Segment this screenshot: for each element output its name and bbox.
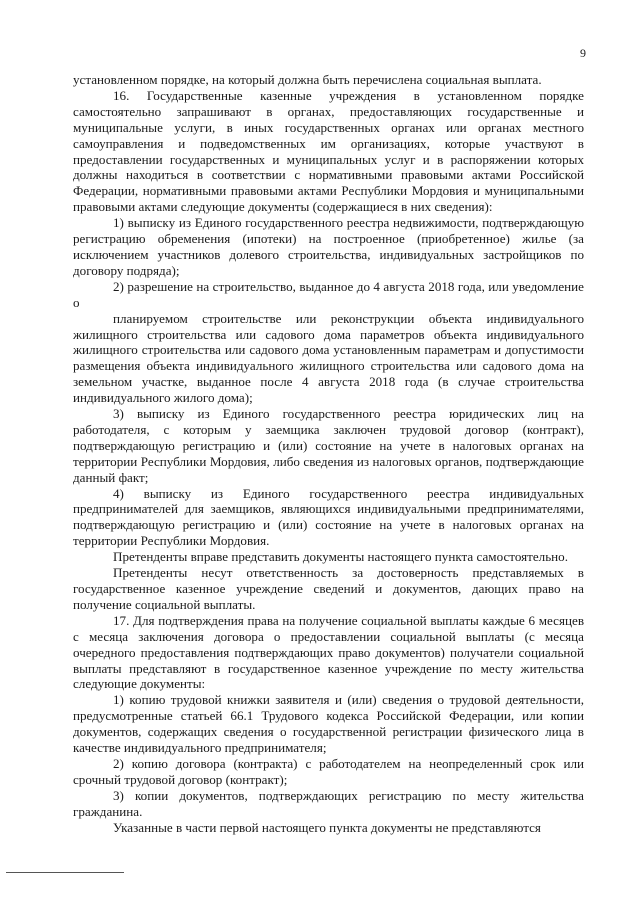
footer-rule (6, 872, 124, 873)
document-body (73, 72, 584, 836)
paragraph-item-17: 17. Для подтверждения права на получение социальной выплаты каждые 6 месяцев с месяца заключения договора о предоставлении социальной выплаты (с месяца очередного предоставления подтверждающих право документов) получатели социальной выплаты представляют в государственное казенное учреждение по месту жительства следующие документы: (73, 612, 584, 692)
list-item-17-2: 2) копию договора (контракта) с работодателем на неопределенный срок или срочный трудовой договор (контракт); (73, 755, 584, 787)
paragraph-right-to-submit: Претенденты вправе представить документы настоящего пункта самостоятельно. (113, 549, 569, 565)
paragraph-not-required: Указанные в части первой настоящего пункта документы не представляются (113, 819, 541, 835)
list-item-16-4: 4) выписку из Единого государственного реестра индивидуальных предпринимателей для заемщиков, являющихся индивидуальными предпринимателями, подтверждающую регистрацию и (или) состояние на учете в налоговых органах на территории Республики Мордовия. (73, 485, 584, 549)
paragraph-continuation: установленном порядке, на который должна быть перечислена социальная выплата. (73, 72, 542, 87)
paragraph-responsibility: Претенденты несут ответственность за достоверность представляемых в государственное казенное учреждение сведений и документов, дающих право на получение социальной выплаты. (73, 565, 584, 612)
paragraph-item-16: 16. Государственные казенные учреждения в установленном порядке самостоятельно запрашивают в органах, предоставляющих государственные и муниципальные услуги, в иных государственных органах или органах местного самоуправления и подведомственных им организациях, которые участвуют в предоставлении государственных и муниципальных услуг и в распоряжении которых должны находиться в соответствии с нормативными правовыми актами Российской Федерации, нормативными правовыми актами Республики Мордовия и муниципальными правовыми актами следующие документы (содержащиеся в них сведения): (73, 87, 584, 215)
list-item-17-1: 1) копию трудовой книжки заявителя и (или) сведения о трудовой деятельности, предусмотренные статьей 66.1 Трудового кодекса Российской Федерации, или копии документов, содержащих сведения о государственной регистрации физического лица в качестве индивидуального предпринимателя; (73, 692, 584, 756)
list-item-16-3: 3) выписку из Единого государственного реестра юридических лиц на работодателя, с которым у заемщика заключен трудовой договор (контракт), подтверждающую регистрацию и (или) состояние на учете в налоговых органах на территории Республики Мордовия, либо сведения из налоговых органов, подтверждающие данный факт; (73, 406, 584, 485)
page-number: 9 (580, 46, 586, 60)
list-item-16-2-continuation: планируемом строительстве или реконструкции объекта индивидуального жилищного строительства или садового дома параметров объекта индивидуального жилищного строительства или садового дома установленным параметрам и допустимости размещения объекта индивидуального жилищного строительства или садового дома на земельном участке, выданное после 4 августа 2018 года (в случае строительства индивидуального жилого дома); (73, 310, 584, 406)
list-item-16-1: 1) выписку из Единого государственного реестра недвижимости, подтверждающую регистрацию обременения (ипотеки) на построенное (приобретенное) жилье (за исключением участников долевого строительства, индивидуальных застройщиков по договору подряда); (73, 215, 584, 278)
list-item-16-2: 2) разрешение на строительство, выданное до 4 августа 2018 года, или уведомление о (73, 278, 584, 310)
list-item-17-3: 3) копии документов, подтверждающих регистрацию по месту жительства гражданина. (73, 787, 584, 819)
